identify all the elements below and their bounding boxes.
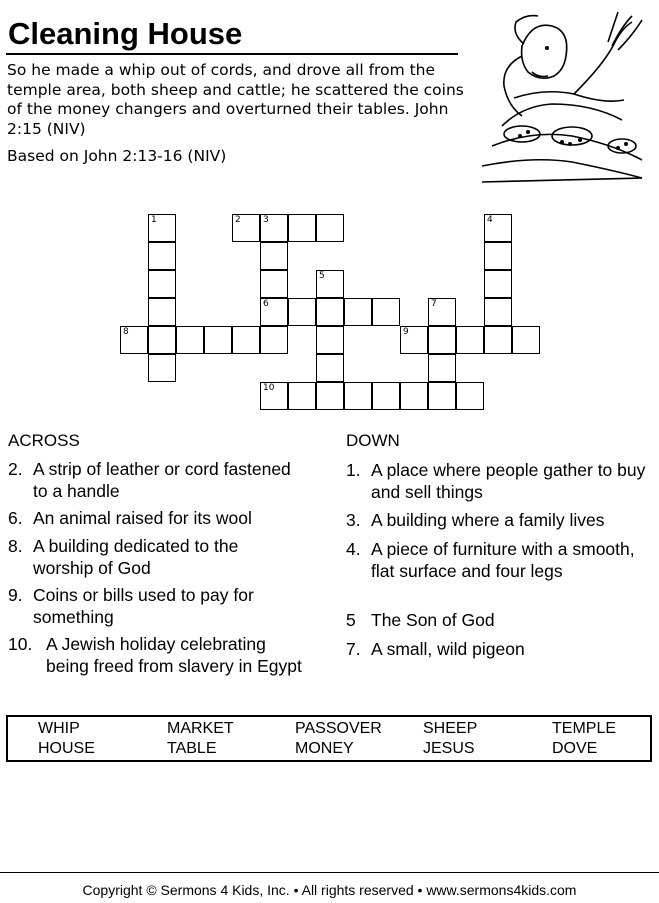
crossword-cell[interactable] <box>232 326 260 354</box>
clue-number-label: 5 <box>346 610 356 630</box>
crossword-cell[interactable] <box>400 382 428 410</box>
across-clue-9 <box>8 584 308 628</box>
clue-number: 7 <box>431 299 437 309</box>
across-clue-8 <box>8 535 288 579</box>
clue-text: A small, wild pigeon <box>371 639 525 659</box>
crossword-cell[interactable] <box>260 326 288 354</box>
clue-number: 2 <box>235 215 241 225</box>
clue-number-label: 8. <box>8 536 23 556</box>
clue-text: A piece of furniture with a smooth, flat surface and four legs <box>371 539 635 581</box>
clue-text: A strip of leather or cord fastened to a handle <box>33 459 291 501</box>
crossword-cell[interactable] <box>512 326 540 354</box>
word-bank-item: TEMPLE <box>552 720 617 737</box>
crossword-cell[interactable] <box>456 326 484 354</box>
crossword-cell[interactable] <box>372 298 400 326</box>
crossword-cell[interactable] <box>484 298 512 326</box>
crossword-cell[interactable] <box>260 382 288 410</box>
word-bank-item: PASSOVER <box>295 720 382 737</box>
across-clue-6 <box>8 507 308 529</box>
clue-number: 1 <box>151 215 157 225</box>
crossword-cell[interactable] <box>148 326 176 354</box>
footer-divider <box>0 872 659 873</box>
crossword-cell[interactable] <box>428 298 456 326</box>
word-bank-item: MONEY <box>295 740 354 757</box>
clue-number: 9 <box>403 327 409 337</box>
down-heading: DOWN <box>346 431 400 450</box>
crossword-cell[interactable] <box>316 214 344 242</box>
clue-number-label: 4. <box>346 539 361 559</box>
crossword-grid <box>0 0 659 420</box>
crossword-cell[interactable] <box>372 382 400 410</box>
clue-number-label: 6. <box>8 508 23 528</box>
clue-text: Coins or bills used to pay for something <box>33 585 254 627</box>
crossword-cell[interactable] <box>232 214 260 242</box>
word-bank-item: TABLE <box>167 740 217 757</box>
crossword-cell[interactable] <box>316 270 344 298</box>
clue-number: 5 <box>319 271 325 281</box>
clue-text: An animal raised for its wool <box>33 508 252 528</box>
crossword-cell[interactable] <box>484 270 512 298</box>
word-bank-item: HOUSE <box>38 740 95 757</box>
word-bank-item: WHIP <box>38 720 80 737</box>
word-bank-item: MARKET <box>167 720 234 737</box>
clue-number-label: 1. <box>346 460 361 480</box>
clue-number: 10 <box>263 383 275 393</box>
down-clue-3 <box>346 509 651 531</box>
crossword-cell[interactable] <box>344 298 372 326</box>
crossword-cell[interactable] <box>316 354 344 382</box>
across-clue-2 <box>8 458 308 502</box>
word-bank-item: DOVE <box>552 740 598 757</box>
clue-number-label: 9. <box>8 585 23 605</box>
crossword-cell[interactable] <box>148 242 176 270</box>
copyright-footer: Copyright © Sermons 4 Kids, Inc. • All rights reserved • www.sermons4kids.com <box>82 882 577 898</box>
crossword-cell[interactable] <box>316 326 344 354</box>
crossword-cell[interactable] <box>260 270 288 298</box>
scripture-verse: So he made a whip out of cords, and drove all from the temple area, both sheep and cattle; he scattered the coins of the money changers and overturned their tables. John 2:15 (NIV) <box>7 61 464 138</box>
crossword-cell[interactable] <box>288 382 316 410</box>
crossword-cell[interactable] <box>400 326 428 354</box>
clue-text: A building dedicated to the worship of God <box>33 536 239 578</box>
clue-text: The Son of God <box>371 610 495 630</box>
crossword-cell[interactable] <box>316 298 344 326</box>
clue-number-label: 7. <box>346 639 361 659</box>
word-bank-item: JESUS <box>423 740 475 757</box>
clue-text: A place where people gather to buy and sell things <box>371 460 646 502</box>
clue-text: A Jewish holiday celebrating being freed from slavery in Egypt <box>46 634 302 676</box>
clue-number-label: 3. <box>346 510 361 530</box>
word-bank <box>6 715 652 762</box>
crossword-cell[interactable] <box>120 326 148 354</box>
crossword-cell[interactable] <box>260 298 288 326</box>
crossword-cell[interactable] <box>260 242 288 270</box>
crossword-cell[interactable] <box>484 242 512 270</box>
crossword-cell[interactable] <box>428 326 456 354</box>
crossword-cell[interactable] <box>428 354 456 382</box>
word-bank-item: SHEEP <box>423 720 478 737</box>
down-clue-7 <box>346 638 651 660</box>
crossword-cell[interactable] <box>148 214 176 242</box>
across-clue-10 <box>8 633 308 677</box>
crossword-cell[interactable] <box>148 298 176 326</box>
clue-number-label: 10. <box>8 634 33 654</box>
clue-number: 4 <box>487 215 493 225</box>
crossword-cell[interactable] <box>176 326 204 354</box>
page-title: Cleaning House <box>8 16 243 51</box>
clue-number: 8 <box>123 327 129 337</box>
clue-number-label: 2. <box>8 459 23 479</box>
crossword-cell[interactable] <box>456 382 484 410</box>
crossword-cell[interactable] <box>288 214 316 242</box>
down-clue-4 <box>346 538 636 582</box>
crossword-cell[interactable] <box>484 326 512 354</box>
crossword-cell[interactable] <box>204 326 232 354</box>
crossword-cell[interactable] <box>484 214 512 242</box>
crossword-cell[interactable] <box>344 382 372 410</box>
based-on-reference: Based on John 2:13-16 (NIV) <box>7 147 227 165</box>
crossword-cell[interactable] <box>316 382 344 410</box>
crossword-cell[interactable] <box>288 298 316 326</box>
clue-number: 6 <box>263 299 269 309</box>
clue-text: A building where a family lives <box>371 510 605 530</box>
crossword-cell[interactable] <box>260 214 288 242</box>
clue-number: 3 <box>263 215 269 225</box>
across-heading: ACROSS <box>8 431 80 450</box>
crossword-cell[interactable] <box>148 270 176 298</box>
crossword-cell[interactable] <box>428 382 456 410</box>
down-clue-5 <box>346 609 651 631</box>
down-clue-1 <box>346 459 651 503</box>
crossword-cell[interactable] <box>148 354 176 382</box>
